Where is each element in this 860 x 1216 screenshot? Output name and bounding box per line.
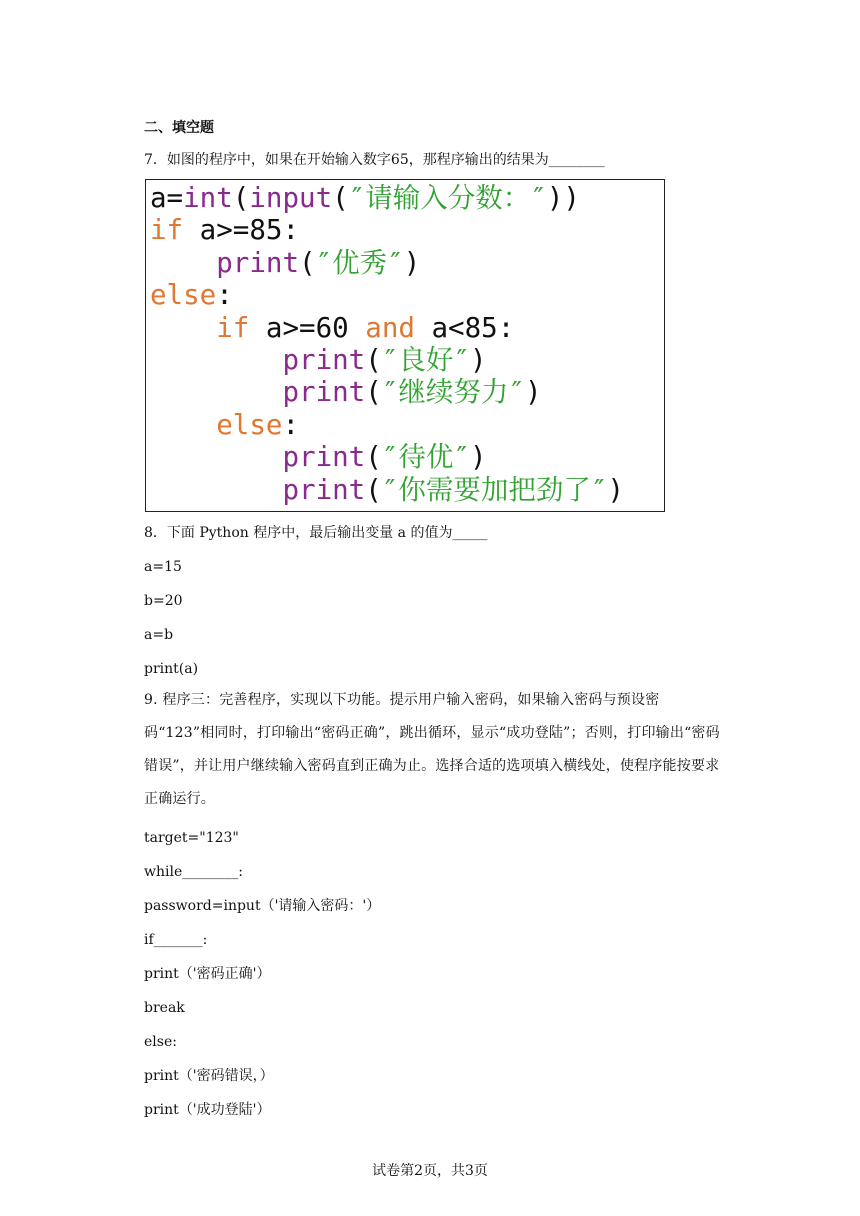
code-token: a>=60 [249,311,366,344]
code-token: ) [403,246,421,279]
q8-code-line: a=15 [144,559,182,575]
q9-code-line: else: [144,1034,177,1050]
question-7-text: 7．如图的程序中，如果在开始输入数字65，那程序输出的结果为________ [144,152,605,168]
code-token: ( [365,376,382,409]
code-image-box [145,179,665,512]
code-token: print [216,246,300,279]
code-token: else [216,408,283,441]
code-token: ″良好″ [381,344,470,376]
code-token: ( [332,182,349,214]
code-token: ) [469,441,487,474]
q9-code-line: print（'成功登陆'） [144,1102,271,1118]
code-token: print [282,344,366,376]
code-image-line [150,247,420,279]
code-token: ″优秀″ [315,246,404,279]
code-image-line [150,279,233,311]
code-token: ( [299,246,316,279]
code-token: ″请输入分数：″ [348,182,547,214]
code-token: else [150,279,217,312]
section-heading: 二、填空题 [144,120,214,136]
code-image-line [150,182,580,214]
code-token: a>=85: [183,214,300,247]
code-token: ( [365,344,382,376]
q8-code-line: b=20 [144,593,183,609]
code-token: ) [469,344,487,376]
code-token: if [150,214,184,247]
code-token: ( [365,441,382,474]
code-image-line [150,344,487,376]
page-footer: 试卷第2页，共3页 [372,1163,488,1179]
code-token: a= [150,182,184,214]
code-token: a<85: [414,311,515,344]
q9-code-line: break [144,1000,185,1016]
code-token: ( [365,473,382,506]
code-token: ) [524,376,542,409]
code-token: ( [232,182,250,214]
code-token: ″继续努力″ [381,376,525,409]
q9-code-line: target="123" [144,830,239,846]
q8-code-line: a=b [144,627,174,643]
code-token: )) [546,182,580,214]
code-token: if [216,311,250,344]
question-8-text: 8．下面 Python 程序中，最后输出变量 a 的值为_____ [144,525,488,541]
code-token: : [216,279,233,312]
code-image-line [150,441,487,473]
code-token: ) [607,473,624,506]
code-token: print [282,473,366,506]
code-token: print [282,376,366,409]
q9-code-line: print（'密码错误，） [144,1068,274,1084]
q9-code-line: password=input（'请输入密码：'） [144,898,381,914]
code-image-line [150,376,542,408]
code-token: ″待优″ [381,441,470,474]
q9-code-line: if_______: [144,932,208,948]
code-token: ″你需要加把劲了″ [381,473,608,506]
code-image-line [150,312,514,344]
code-image-line [150,214,299,246]
question-9-text: 9. 程序三：完善程序，实现以下功能。提示用户输入密码，如果输入密码与预设密码“123”相同时，打印输出“密码正确”，跳出循环，显示“成功登陆”；否则，打印输出“密码错误”，并让用户继续输入密码直到正确为止。选择合适的选项填入横线处，使程序能按要求正确运行。 [144,692,720,807]
code-image-line [150,409,299,441]
code-token: int [183,182,233,214]
q8-code-line: print(a) [144,661,199,677]
code-image-line [150,474,624,506]
code-token: and [365,311,415,344]
q9-code-line: while________: [144,864,243,880]
code-token: input [249,182,333,214]
q9-code-line: print（'密码正确'） [144,966,271,982]
code-token: print [282,441,366,474]
code-token: : [282,408,300,441]
